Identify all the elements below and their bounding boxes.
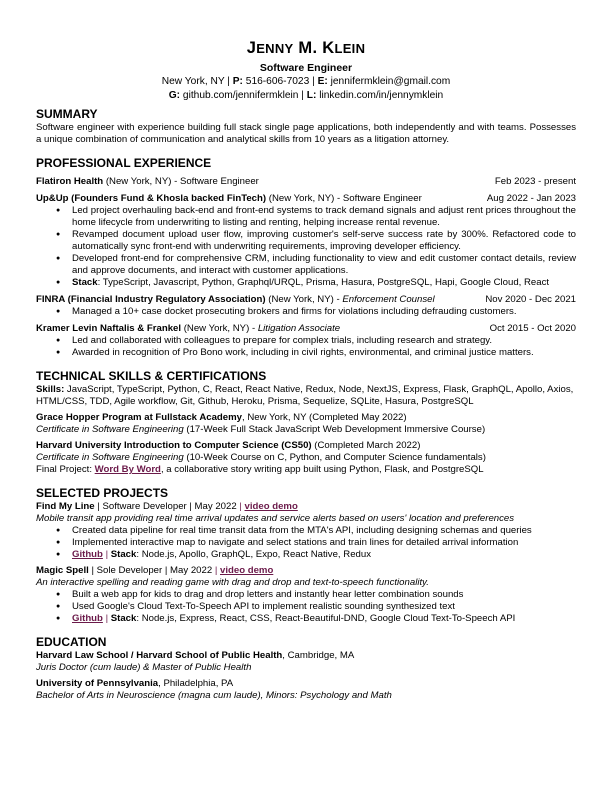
project-name: Find My Line xyxy=(36,501,95,512)
job-dates: Aug 2022 - Jan 2023 xyxy=(486,193,576,204)
summary-heading: SUMMARY xyxy=(36,107,98,121)
skills-list xyxy=(36,384,576,408)
cert-grace-hopper xyxy=(36,412,576,436)
job-org: Flatiron Health xyxy=(36,176,104,187)
job-dates: Nov 2020 - Dec 2021 xyxy=(485,294,576,305)
linkedin-link[interactable]: linkedin.com/in/jennymklein xyxy=(319,89,444,101)
job-detail: (New York, NY) - Software Engineer xyxy=(103,176,259,187)
name-first-rest: ENNY xyxy=(256,41,294,56)
name-last-rest: LEIN xyxy=(334,41,366,56)
project-magic-spell xyxy=(36,565,576,625)
school-name: University of Pennsylvania xyxy=(36,678,159,689)
list-item: ● Used Google's Cloud Text-To-Speech API to implement realistic sounding synthesized text xyxy=(72,601,576,613)
list-item: ● Github | Stack: Node.js, Apollo, GraphQL, Expo, React Native, Redux xyxy=(72,549,576,561)
stack-text: : Node.js, Express, React, CSS, React-Beautiful-DND, Google Cloud Text-To-Speech API xyxy=(136,613,516,624)
job-detail: (New York, NY) - Software Engineer xyxy=(266,193,422,204)
school-location: , Cambridge, MA xyxy=(282,650,355,661)
skills-text: JavaScript, TypeScript, Python, C, React, React Native, Redux, Node, NextJS, Express, Flask, GraphQL, Apollo, Axios, HTML/CSS, TDD, Agile workflow, Git, Github, Heroku, Prisma, Sequelize, SQLite, Hasura, PostgreSQL xyxy=(36,384,574,407)
job-upandup xyxy=(36,193,576,289)
project-separator: | xyxy=(214,565,218,576)
job-role: Enforcement Counsel xyxy=(342,294,435,305)
cert-detail: , New York, NY (Completed May 2022) xyxy=(241,412,407,423)
candidate-name xyxy=(36,38,576,59)
video-demo-link[interactable]: video demo xyxy=(244,501,298,512)
phone-label: P: xyxy=(232,76,243,87)
contact-line-1: New York, NY | P: 516-606-7023 | E: jennifermklein@gmail.com xyxy=(161,76,451,87)
list-item: ● Led project overhauling back-end and front-end systems to track demand signals and adjust rent prices throughout the home lifecycle from underwriting to listing and renting, helping increase rental revenue. xyxy=(72,205,576,229)
cert-desc: (10-Week Course on C, Python, and Computer Science fundamentals) xyxy=(183,452,486,463)
projects-heading: SELECTED PROJECTS xyxy=(36,486,169,500)
list-item: ● Created data pipeline for real time transit data from the MTA's API, including designing schemas and queries xyxy=(72,525,576,537)
skills-heading: TECHNICAL SKILLS & CERTIFICATIONS xyxy=(36,369,267,383)
project-desc: An interactive spelling and reading game with drag and drop and text-to-speech functionality. xyxy=(36,577,429,588)
job-kramer xyxy=(36,323,576,359)
stack-label: Stack xyxy=(72,277,98,288)
job-org: FINRA (Financial Industry Regulatory Association) xyxy=(36,294,266,305)
experience-heading: PROFESSIONAL EXPERIENCE xyxy=(36,156,212,170)
list-item: ● Developed front-end for comprehensive CRM, including functionality to view and edit customer contact details, review and approve documents, and interact with customer applications. xyxy=(72,253,576,277)
name-middle: M. xyxy=(298,39,318,57)
final-project-prefix: Final Project: xyxy=(36,464,95,475)
github-link[interactable]: github.com/jennifermklein xyxy=(182,89,299,101)
job-detail: (New York, NY) - xyxy=(181,323,258,334)
job-dates: Feb 2023 - present xyxy=(494,176,576,187)
list-item: ● Built a web app for kids to drag and drop letters and instantly hear letter combination sounds xyxy=(72,589,576,601)
school-degree: Bachelor of Arts in Neuroscience (magna cum laude), Minors: Psychology and Math xyxy=(36,690,392,701)
school-name: Harvard Law School / Harvard School of Public Health xyxy=(36,650,283,661)
summary-text: Software engineer with experience building full stack single page applications, both independently and with teams. Possesses a unique combination of communication and analytical skills from 10 years as a litigation attorney. xyxy=(36,122,576,145)
name-last-initial: K xyxy=(322,39,335,57)
project-meta: | Software Developer | May 2022 xyxy=(94,501,240,512)
list-item: ● Led and collaborated with colleagues to prepare for complex trials, including research and strategy. xyxy=(72,335,576,347)
job-title: Software Engineer xyxy=(259,62,353,74)
list-item: ● Managed a 10+ case docket prosecuting brokers and firms for violations including defrauding customers. xyxy=(72,306,576,318)
cert-org: Grace Hopper Program at Fullstack Academy xyxy=(36,412,242,423)
job-flatiron xyxy=(36,176,576,188)
cert-title: Certificate in Software Engineering xyxy=(36,452,184,463)
stack-label: Stack xyxy=(110,549,137,560)
project-separator: | xyxy=(239,501,242,512)
phone: 516-606-7023 xyxy=(245,76,310,87)
cert-title: Certificate in Software Engineering xyxy=(36,424,184,435)
email-link[interactable]: jennifermklein@gmail.com xyxy=(330,76,451,87)
stack-label: Stack xyxy=(110,613,137,624)
cert-org: Harvard University Introduction to Computer Science (CS50) xyxy=(36,440,312,451)
list-item: ● Github | Stack: Node.js, Express, React, CSS, React-Beautiful-DND, Google Cloud Text-To-Speech API xyxy=(72,613,576,625)
contact-line-2: G: github.com/jennifermklein | L: linkedin.com/in/jennymklein xyxy=(168,89,444,101)
project-meta: | Sole Developer | May 2022 xyxy=(88,565,215,576)
location: New York, NY xyxy=(161,76,225,87)
job-detail: (New York, NY) - xyxy=(265,294,343,305)
video-demo-link[interactable]: video demo xyxy=(220,565,274,576)
email-label: E: xyxy=(317,76,328,87)
list-item xyxy=(72,277,576,289)
github-link[interactable]: Github xyxy=(72,613,103,624)
linkedin-label: L: xyxy=(306,89,317,101)
job-org: Kramer Levin Naftalis & Frankel xyxy=(36,323,182,334)
skills-label: Skills: xyxy=(36,384,65,395)
job-role: Litigation Associate xyxy=(257,323,341,334)
school-harvard xyxy=(36,650,576,674)
project-name: Magic Spell xyxy=(36,565,89,576)
github-label: G: xyxy=(168,89,181,101)
final-project-desc: , a collaborative story writing app built using Python, Flask, and PostgreSQL xyxy=(160,464,484,475)
list-item: ● Revamped document upload user flow, improving customer's self-serve success rate by 300%. Refactored code to automatically sync front-end with underwriting requirements, improving developer efficiency. xyxy=(72,229,576,253)
cert-cs50 xyxy=(36,440,576,476)
job-org: Up&Up (Founders Fund & Khosla backed FinTech) xyxy=(36,193,267,204)
education-heading: EDUCATION xyxy=(36,635,107,649)
job-finra xyxy=(36,294,576,318)
project-find-my-line xyxy=(36,501,576,561)
school-upenn xyxy=(36,678,576,702)
school-location: , Philadelphia, PA xyxy=(158,678,234,689)
github-link[interactable]: Github xyxy=(72,549,103,560)
school-degree: Juris Doctor (cum laude) & Master of Public Health xyxy=(36,662,252,673)
list-item: ● Awarded in recognition of Pro Bono work, including in civil rights, environmental, and criminal justice matters. xyxy=(72,347,576,359)
stack-text: : Node.js, Apollo, GraphQL, Expo, React Native, Redux xyxy=(136,549,371,560)
cert-desc: (17-Week Full Stack JavaScript Web Development Immersive Course) xyxy=(183,424,486,435)
name-first-initial: J xyxy=(246,39,257,57)
stack-text: : TypeScript, Javascript, Python, Graphql/URQL, Prisma, Hasura, PostgreSQL, Hapi, Google Cloud, React xyxy=(97,277,550,288)
list-item: ● Implemented interactive map to navigate and select stations and train lines for detailed arrival information xyxy=(72,537,576,549)
word-by-word-link[interactable]: Word By Word xyxy=(94,464,161,475)
project-desc: Mobile transit app providing real time arrival updates and service alerts based on users' location and preferences xyxy=(36,513,515,524)
cert-detail: (Completed March 2022) xyxy=(311,440,421,451)
job-dates: Oct 2015 - Oct 2020 xyxy=(489,323,576,334)
